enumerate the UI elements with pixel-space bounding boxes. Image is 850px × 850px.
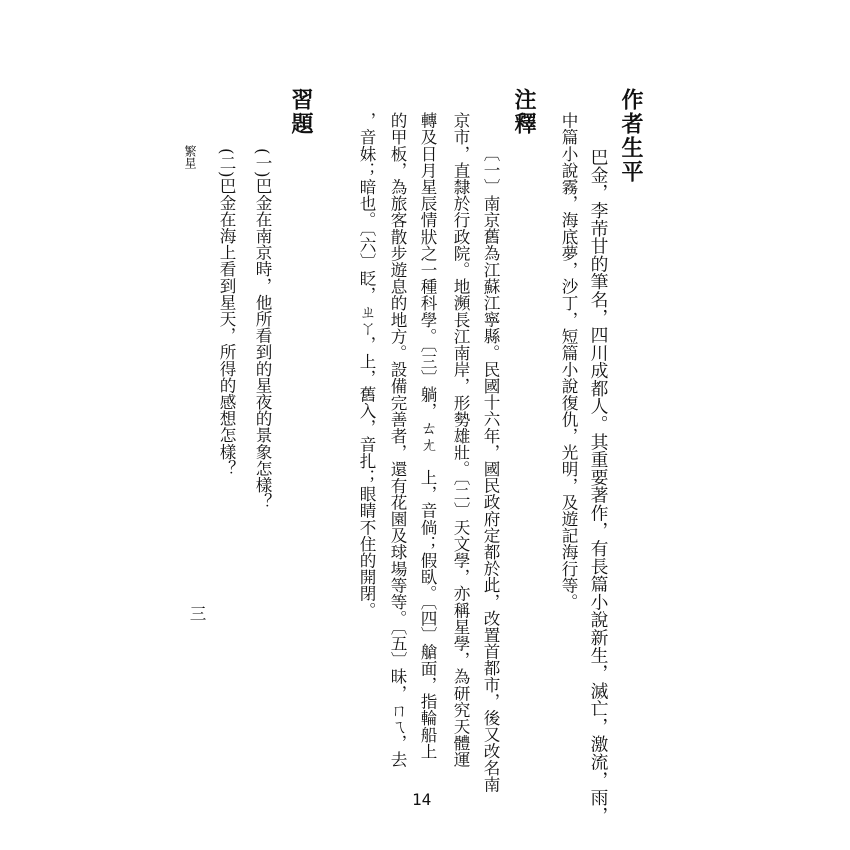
note-line: ，音妹；暗也。〔六〕眨，ㄓㄚ，上，舊入，音扎；眼睛不住的開閉。 [357,112,376,619]
note-line: 的甲板，為旅客散步遊息的地方。設備完善者，還有花園及球場等等。〔五〕昧，ㄇㄟ，去 [388,112,407,768]
note-line: 〔一〕南京舊為江蘇江寧縣。民國十六年，國民政府定都於此，改置首都市，後又改名南 [481,145,500,793]
exercise-question: (二)巴金在海上看到星天，所得的感想怎樣？ [217,148,236,477]
exercises-heading: 習題 [288,88,313,136]
note-line: 轉及日月星辰情狀之一種科學。〔三〕躺，ㄊㄤ 上，音倘；假臥。〔四〕艙面，指輪船上 [418,112,437,760]
author-text-line: 巴金，李芾甘的筆名，四川成都人。其重要著作，有長篇小說新生，滅亡，激流，雨， [588,148,609,825]
exercise-question: (一)巴金在南京時，他所看到的星夜的景象怎樣？ [253,148,272,510]
author-text-line: 中篇小說霧，海底夢，沙丁，短篇小說復仇，光明，及遊記海行等。 [559,112,578,610]
author-heading: 作者生平 [618,88,643,184]
lesson-title-margin: 繁星 [183,145,197,169]
lesson-page-margin: 三 [187,605,206,622]
page-number: 14 [412,790,432,809]
notes-heading: 注釋 [511,88,536,136]
note-line: 京市，直隸於行政院。地瀕長江南岸，形勢雄壯。〔二〕天文學，亦稱星學，為研究天體運 [451,112,470,768]
